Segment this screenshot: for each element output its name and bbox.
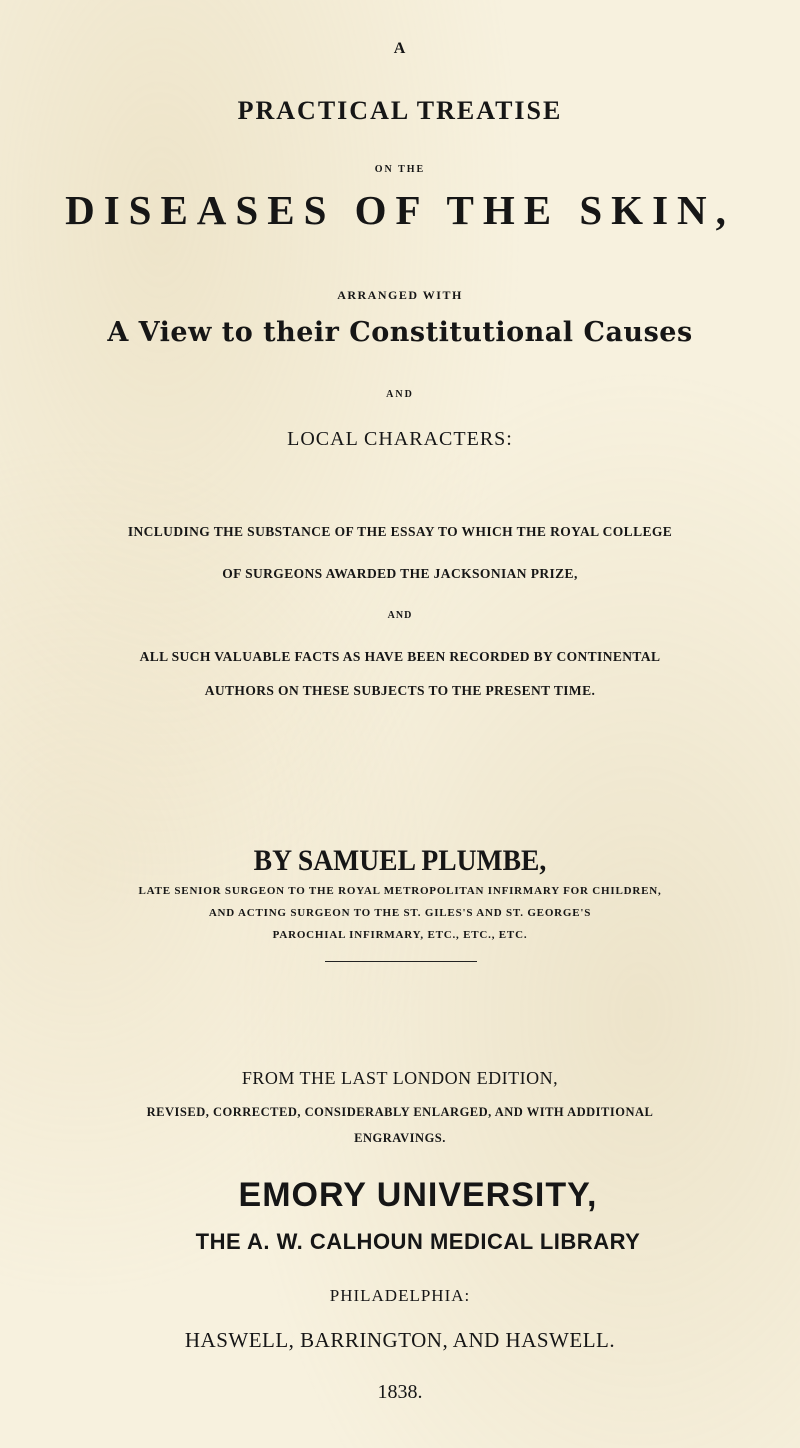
title-line-1: PRACTICAL TREATISE bbox=[237, 96, 563, 125]
title-line-2: DISEASES OF THE SKIN, bbox=[65, 187, 735, 233]
and-connector: AND bbox=[386, 389, 414, 400]
title-connector: ON THE bbox=[374, 164, 426, 175]
local-characters: LOCAL CHARACTERS: bbox=[287, 428, 513, 450]
including-line-2: OF SURGEONS AWARDED THE JACKSONIAN PRIZE, bbox=[222, 566, 578, 581]
imprint-city: PHILADELPHIA: bbox=[329, 1286, 471, 1305]
library-stamp-line-1: EMORY UNIVERSITY, bbox=[238, 1176, 598, 1214]
facts-line-1: ALL SUCH VALUABLE FACTS AS HAVE BEEN RECORDED BY CONTINENTAL bbox=[139, 649, 661, 664]
edition-revised-1: REVISED, CORRECTED, CONSIDERABLY ENLARGED, AND WITH ADDITIONAL bbox=[146, 1105, 654, 1119]
imprint-year: 1838. bbox=[377, 1381, 423, 1403]
edition-source: FROM THE LAST LONDON EDITION, bbox=[241, 1068, 559, 1088]
edition-revised-2: ENGRAVINGS. bbox=[354, 1131, 446, 1145]
title-article: A bbox=[393, 40, 407, 57]
and-connector-2: AND bbox=[387, 610, 413, 621]
author-credentials-2: AND ACTING SURGEON TO THE ST. GILES'S AND ST. GEORGE'S bbox=[208, 907, 592, 919]
author-byline: BY SAMUEL PLUMBE, bbox=[253, 844, 547, 877]
imprint-publisher: HASWELL, BARRINGTON, AND HASWELL. bbox=[184, 1328, 616, 1352]
divider-rule bbox=[325, 961, 477, 962]
library-stamp-line-2: THE A. W. CALHOUN MEDICAL LIBRARY bbox=[195, 1229, 641, 1254]
facts-line-2: AUTHORS ON THESE SUBJECTS TO THE PRESENT TIME. bbox=[204, 683, 596, 698]
including-line-1: INCLUDING THE SUBSTANCE OF THE ESSAY TO WHICH THE ROYAL COLLEGE bbox=[127, 524, 673, 539]
gothic-subtitle: A View to their Constitutional Causes bbox=[107, 317, 693, 348]
author-credentials-1: LATE SENIOR SURGEON TO THE ROYAL METROPOLITAN INFIRMARY FOR CHILDREN, bbox=[138, 885, 662, 897]
author-credentials-3: PAROCHIAL INFIRMARY, ETC., ETC., ETC. bbox=[272, 929, 528, 941]
arranged-with: ARRANGED WITH bbox=[337, 288, 463, 302]
